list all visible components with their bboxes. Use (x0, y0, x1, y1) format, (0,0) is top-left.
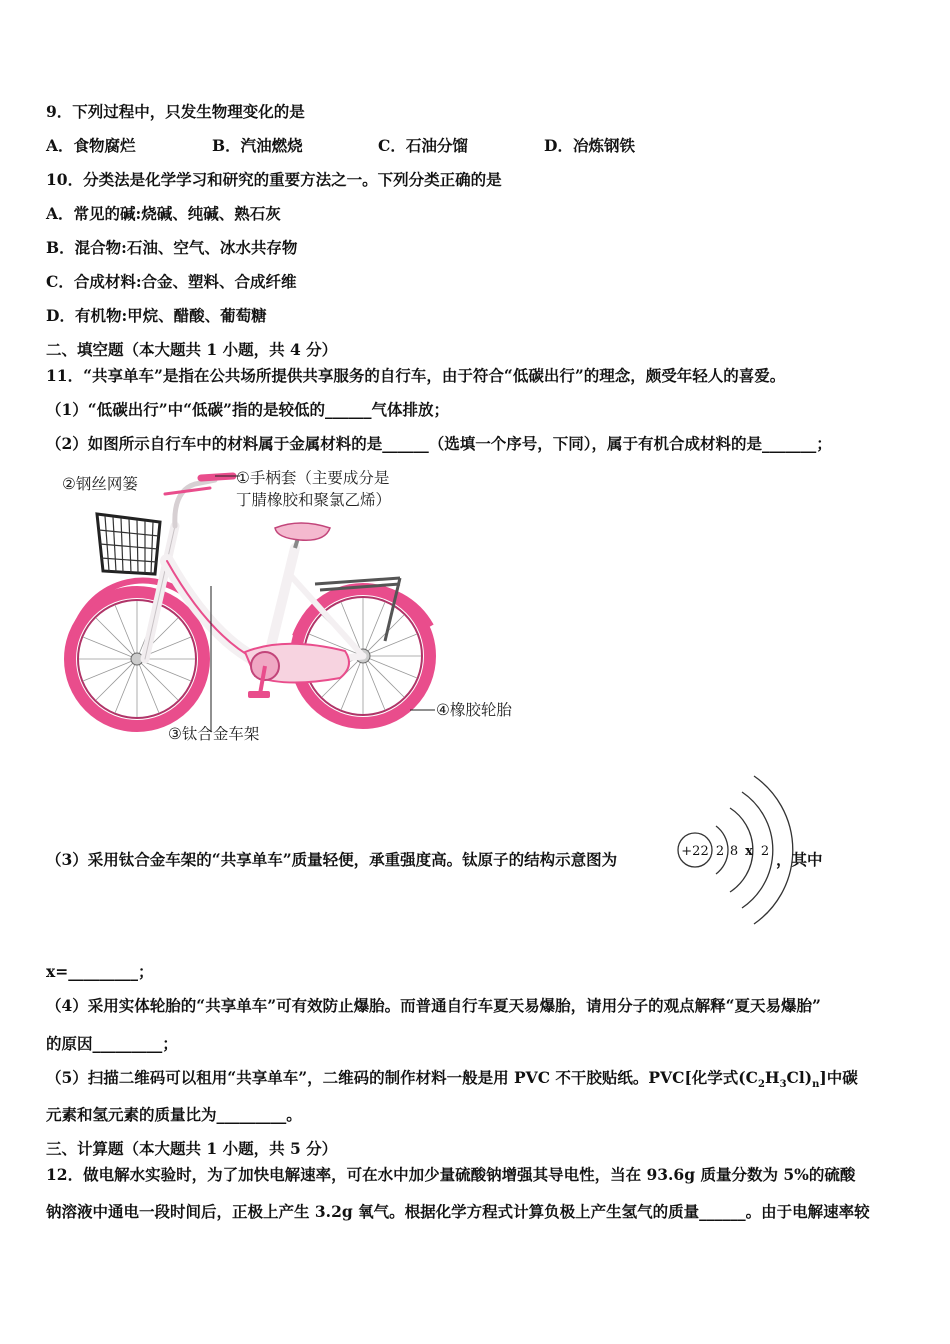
atom-shell-2: 8 (729, 844, 739, 859)
atom-shell-3: x (745, 844, 753, 859)
q11-part-5-line-1: （5）扫描二维码可以租用“共享单车”，二维码的制作材料一般是用 PVC 不干胶贴纸。PVC[化学式$(C_2H_3Cl)_n$]中碳 (46, 1068, 858, 1091)
q12-line-1: 12．做电解水实验时，为了加快电解速率，可在水中加少量硫酸钠增强其导电性，当在 93.6g 质量分数为 5%的硫酸 (46, 1165, 856, 1184)
atom-shell-4: 2 (760, 844, 770, 859)
q10-option-d: D．有机物:甲烷、醋酸、葡萄糖 (46, 306, 267, 325)
q12-line-2: 钠溶液中通电一段时间后，正极上产生 3.2g 氧气。根据化学方程式计算负极上产生氢气的质量______。由于电解速率较 (46, 1202, 870, 1221)
q11-part-3: （3）采用钛合金车架的“共享单车”质量轻便，承重强度高。钛原子的结构示意图为 (46, 850, 618, 869)
section-2-title: 二、填空题（本大题共 1 小题，共 4 分） (46, 340, 338, 359)
q11-part-3-after: ，其中 (776, 850, 823, 869)
q9-option-d: D．冶炼钢铁 (544, 136, 635, 155)
front-wheel (70, 592, 204, 726)
section-3-title: 三、计算题（本大题共 1 小题，共 5 分） (46, 1139, 338, 1158)
wire-basket (97, 514, 160, 574)
q9-option-b: B．汽油燃烧 (212, 136, 303, 155)
label-rubber-tire: ④橡胶轮胎 (436, 701, 512, 719)
label-grip-line-1: ①手柄套（主要成分是 (236, 469, 390, 487)
q11-part-4-line-2: 的原因_________； (46, 1034, 178, 1053)
q10-stem: 10．分类法是化学学习和研究的重要方法之一。下列分类正确的是 (46, 170, 502, 189)
q10-option-c: C．合成材料:合金、塑料、合成纤维 (46, 272, 297, 291)
q9-option-c: C．石油分馏 (378, 136, 468, 155)
handlebar (165, 476, 233, 526)
atom-shell-1: 2 (715, 844, 725, 859)
label-wire-basket: ②钢丝网篓 (62, 475, 138, 493)
label-grip-line-2: 丁腈橡胶和聚氯乙烯） (236, 491, 392, 509)
q11-part-4-line-1: （4）采用实体轮胎的“共享单车”可有效防止爆胎。而普通自行车夏天易爆胎，请用分子的观点解释“夏天易爆胎” (46, 996, 821, 1015)
q9-option-a: A．食物腐烂 (46, 136, 136, 155)
q9-stem: 9．下列过程中，只发生物理变化的是 (46, 102, 305, 121)
label-titanium-frame: ③钛合金车架 (168, 725, 260, 743)
q11-stem: 11．“共享单车”是指在公共场所提供共享服务的自行车，由于符合“低碳出行”的理念，颇受年轻人的喜爱。 (46, 366, 786, 385)
q11-part-3-answer: x=_________； (46, 962, 154, 981)
q10-option-a: A．常见的碱:烧碱、纯碱、熟石灰 (46, 204, 281, 223)
q11-part-5-line-2: 元素和氢元素的质量比为_________。 (46, 1105, 302, 1124)
q11-part-2: （2）如图所示自行车中的材料属于金属材料的是______（选填一个序号，下同），属于有机合成材料的是_______； (46, 434, 832, 453)
atom-nucleus-charge: +22 (681, 844, 709, 859)
saddle (275, 523, 330, 548)
q11-part-1: （1）“低碳出行”中“低碳”指的是较低的______气体排放； (46, 400, 449, 419)
q10-option-b: B．混合物:石油、空气、冰水共存物 (46, 238, 298, 257)
